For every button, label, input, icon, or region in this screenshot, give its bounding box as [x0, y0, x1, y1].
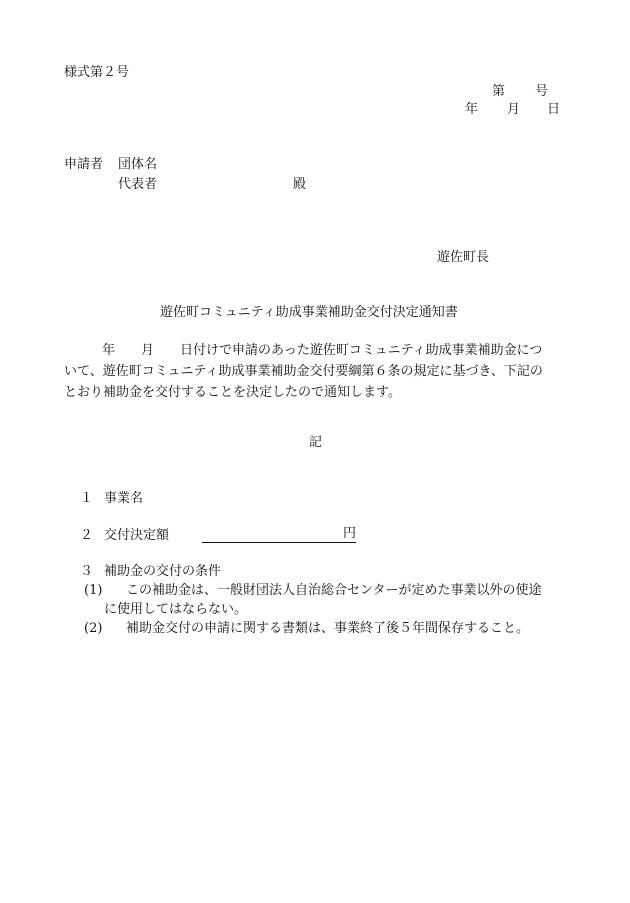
date-month: 月 [507, 102, 521, 117]
honorific: 殿 [293, 177, 307, 192]
applicant-label: 申請者 [64, 157, 104, 172]
applicant-rep-label: 代表者 [118, 177, 158, 192]
condition-2-number: (2) [84, 621, 103, 636]
body-month: 月 [141, 343, 155, 358]
item2-number: ２ [80, 528, 94, 543]
document-title: 遊佐町コミュニティ助成事業補助金交付決定通知書 [160, 305, 458, 320]
condition-1-number: (1) [84, 583, 103, 598]
date-day: 日 [547, 102, 561, 117]
applicant-org-label: 団体名 [118, 157, 158, 172]
body-year: 年 [102, 343, 116, 358]
body-line-1 [64, 340, 574, 361]
date-year: 年 [465, 102, 479, 117]
item1-number: １ [80, 491, 94, 506]
issuer: 遊佐町長 [437, 250, 490, 265]
doc-number-prefix: 第 [492, 84, 506, 99]
body-paragraph [64, 340, 574, 403]
item1-label: 事業名 [104, 491, 144, 506]
body-line-2: いて、遊佐町コミュニティ助成事業補助金交付要綱第６条の規定に基づき、下記の [64, 364, 543, 379]
body-line-1-text: 日付けで申請のあった遊佐町コミュニティ助成事業補助金につ [180, 343, 543, 358]
amount-blank [202, 527, 356, 543]
item3-label: 補助金の交付の条件 [104, 564, 222, 579]
body-line-3: とおり補助金を交付することを決定したので通知します。 [64, 385, 401, 400]
ki-heading: 記 [309, 435, 323, 450]
item2-label: 交付決定額 [104, 528, 170, 543]
form-number: 様式第２号 [64, 65, 130, 80]
doc-number-suffix: 号 [535, 84, 549, 99]
condition-1-line-2: に使用してはならない。 [104, 602, 248, 617]
amount-unit: 円 [342, 526, 356, 541]
condition-2-line-1: 補助金交付の申請に関する書類は、事業終了後５年間保存すること。 [126, 621, 530, 636]
item3-number: ３ [80, 564, 94, 579]
condition-1-line-1: この補助金は、一般財団法人自治総合センターが定めた事業以外の使途 [126, 583, 542, 598]
